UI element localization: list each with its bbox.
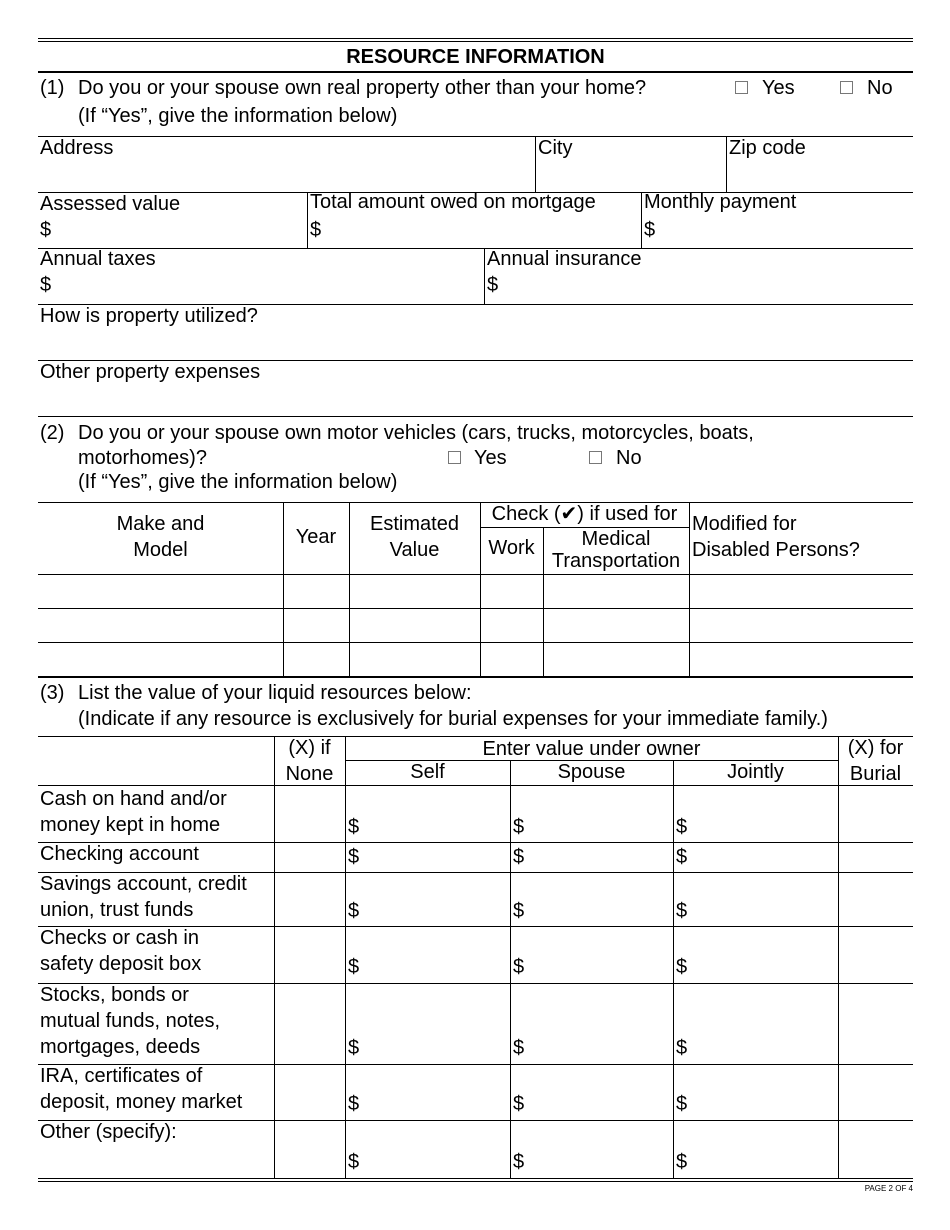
cash-label-1: Cash on hand and/or [40,788,227,810]
ira-jointly-field[interactable]: $ [676,1093,688,1115]
q2-no-checkbox[interactable] [589,451,602,464]
q2-question-line2: motorhomes)? [78,447,207,469]
burial-header-2: Burial [849,763,902,785]
q1-no-label: No [867,77,893,99]
stocks-spouse-field[interactable]: $ [513,1037,525,1059]
cash-spouse-field[interactable]: $ [513,816,525,838]
cash-jointly-field[interactable]: $ [676,816,688,838]
stocks-label-1: Stocks, bonds or [40,984,189,1006]
assessed-value-label: Assessed value [40,193,181,215]
q1-yes-checkbox[interactable] [735,81,748,94]
bottom-rule-inner [38,1181,913,1182]
resource-information-form [38,38,913,1193]
stocks-jointly-field[interactable]: $ [676,1037,688,1059]
safety-deposit-label-1: Checks or cash in [40,927,199,949]
q1-note: (If “Yes”, give the information below) [78,105,398,127]
safety-deposit-label-2: safety deposit box [40,953,202,975]
spouse-header: Spouse [557,761,626,783]
savings-label-2: union, trust funds [40,899,194,921]
check-used-for-header: Check (✔) if used for [491,503,678,525]
checking-spouse-field[interactable]: $ [513,846,525,868]
zip-code-label: Zip code [729,137,806,159]
monthly-payment-label: Monthly payment [644,191,797,213]
q3-line1: List the value of your liquid resources below: [78,682,472,704]
ira-spouse-field[interactable]: $ [513,1093,525,1115]
work-header: Work [488,537,535,559]
city-label: City [538,137,573,159]
q2-question-line1: Do you or your spouse own motor vehicles (cars, trucks, motorcycles, boats, [78,422,754,444]
savings-jointly-field[interactable]: $ [676,900,688,922]
annual-taxes-label: Annual taxes [40,248,156,270]
q3-number: (3) [40,682,65,704]
checking-label: Checking account [40,843,199,865]
vehicle-row[interactable] [38,575,913,608]
q2-note: (If “Yes”, give the information below) [78,471,398,493]
annual-taxes-field[interactable]: $ [40,274,52,296]
safety-deposit-spouse-field[interactable]: $ [513,956,525,978]
vehicle-row[interactable] [38,643,913,676]
stocks-label-2: mutual funds, notes, [40,1010,221,1032]
annual-insurance-field[interactable]: $ [487,274,499,296]
safety-deposit-jointly-field[interactable]: $ [676,956,688,978]
cash-label-2: money kept in home [40,814,221,836]
monthly-payment-field[interactable]: $ [644,219,656,241]
stocks-self-field[interactable]: $ [348,1037,360,1059]
stocks-label-3: mortgages, deeds [40,1036,201,1058]
assessed-value-field[interactable]: $ [40,219,52,241]
q3-line2: (Indicate if any resource is exclusively for burial expenses for your immediate family.) [78,708,828,730]
make-model-header-2: Model [133,539,188,561]
ira-label-2: deposit, money market [40,1091,243,1113]
q1-question: Do you or your spouse own real property other than your home? [78,77,647,99]
annual-insurance-label: Annual insurance [487,248,642,270]
other-jointly-field[interactable]: $ [676,1151,688,1173]
checking-self-field[interactable]: $ [348,846,360,868]
burial-header-1: (X) for [847,737,904,759]
q1-number: (1) [40,77,65,99]
modified-header-2: Disabled Persons? [692,539,860,561]
savings-spouse-field[interactable]: $ [513,900,525,922]
self-header: Self [410,761,445,783]
total-owed-field[interactable]: $ [310,219,322,241]
top-rule-inner [38,41,913,42]
savings-label-1: Savings account, credit [40,873,247,895]
q1-no-checkbox[interactable] [840,81,853,94]
q2-yes-checkbox[interactable] [448,451,461,464]
ira-self-field[interactable]: $ [348,1093,360,1115]
address-label: Address [40,137,114,159]
other-expenses-label: Other property expenses [40,361,261,383]
savings-self-field[interactable]: $ [348,900,360,922]
page-number: PAGE 2 OF 4 [864,1184,913,1193]
modified-header-1: Modified for [692,513,797,535]
safety-deposit-self-field[interactable]: $ [348,956,360,978]
total-owed-label: Total amount owed on mortgage [310,191,596,213]
q2-no-label: No [616,447,642,469]
ira-label-1: IRA, certificates of [40,1065,203,1087]
other-spouse-field[interactable]: $ [513,1151,525,1173]
medical-header-2: Transportation [551,550,681,572]
form-title: RESOURCE INFORMATION [346,46,605,68]
estimated-value-header-2: Value [389,539,440,561]
checking-jointly-field[interactable]: $ [676,846,688,868]
q1-yes-label: Yes [762,77,795,99]
title-rule [38,71,913,73]
q2-number: (2) [40,422,65,444]
cash-self-field[interactable]: $ [348,816,360,838]
estimated-value-header-1: Estimated [370,513,459,535]
vehicle-row[interactable] [38,609,913,642]
year-header: Year [295,526,337,548]
q2-yes-label: Yes [474,447,507,469]
property-utilized-label: How is property utilized? [40,305,258,327]
other-self-field[interactable]: $ [348,1151,360,1173]
enter-value-header: Enter value under owner [482,738,701,760]
other-specify-label: Other (specify): [40,1121,177,1143]
none-header-2: None [285,763,334,785]
medical-header-1: Medical [581,528,651,550]
top-rule [38,38,913,39]
none-header-1: (X) if [288,737,331,759]
make-model-header-1: Make and [116,513,205,535]
bottom-rule [38,1178,913,1179]
jointly-header: Jointly [727,761,784,783]
